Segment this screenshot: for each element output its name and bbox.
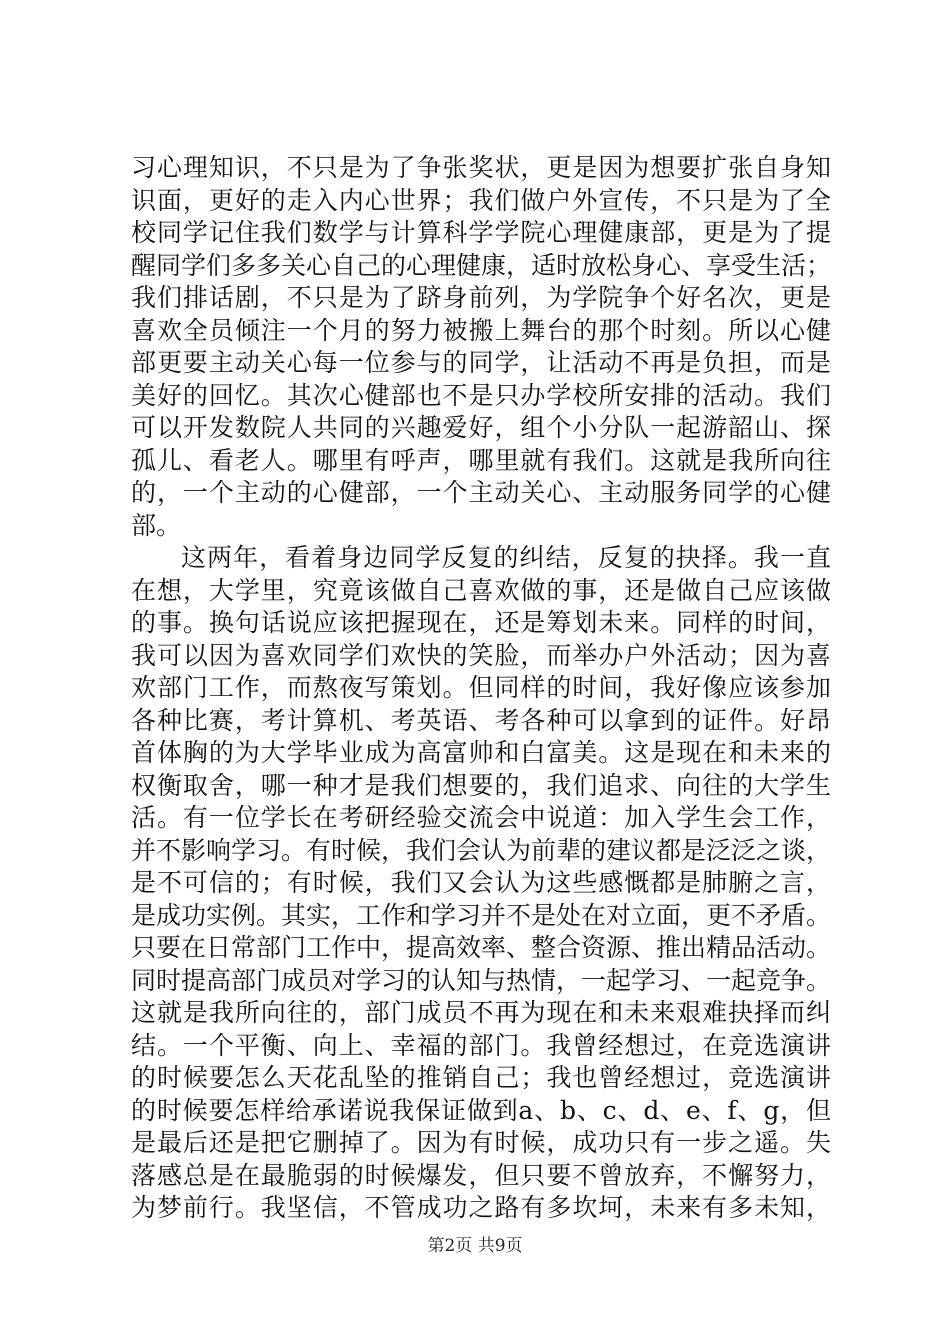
text-line: 是不可信的；有时候，我们又会认为这些感慨都是肺腑之言， bbox=[131, 868, 831, 897]
text-line: 习心理知识，不只是为了争张奖状，更是因为想要扩张自身知 bbox=[131, 153, 831, 182]
text-line: 的时候要怎么天花乱坠的推销自己；我也曾经想过，竞选演讲 bbox=[131, 1063, 831, 1092]
page-number-footer: 第2页 共9页 bbox=[427, 1236, 523, 1256]
text-line: 这就是我所向往的，部门成员不再为现在和未来艰难抉择而纠 bbox=[131, 998, 831, 1027]
text-line: 活。有一位学长在考研经验交流会中说道：加入学生会工作， bbox=[131, 803, 831, 832]
text-line: 部更要主动关心每一位参与的同学，让活动不再是负担，而是 bbox=[131, 348, 831, 377]
text-line: 喜欢全员倾注一个月的努力被搬上舞台的那个时刻。所以心健 bbox=[131, 315, 831, 345]
paragraph-start-line: 这两年，看着身边同学反复的纠结，反复的抉择。我一直 bbox=[181, 543, 831, 572]
text-line: 美好的回忆。其次心健部也不是只办学校所安排的活动。我们 bbox=[131, 380, 831, 410]
text-line: 欢部门工作，而熬夜写策划。但同样的时间，我好像应该参加 bbox=[131, 673, 831, 702]
text-line: 同时提高部门成员对学习的认知与热情，一起学习、一起竞争。 bbox=[131, 965, 832, 995]
text-line: 部。 bbox=[131, 510, 182, 540]
text-line: 权衡取舍，哪一种才是我们想要的，我们追求、向往的大学生 bbox=[131, 770, 831, 800]
text-line: 识面，更好的走入内心世界；我们做户外宣传，不只是为了全 bbox=[131, 185, 831, 215]
body-text bbox=[131, 152, 831, 1225]
text-line: 可以开发数院人共同的兴趣爱好，组个小分队一起游韶山、探 bbox=[131, 413, 831, 442]
text-line: 我们排话剧，不只是为了跻身前列，为学院争个好名次，更是 bbox=[131, 283, 831, 312]
text-line: 在想，大学里，究竟该做自己喜欢做的事，还是做自己应该做 bbox=[131, 575, 831, 605]
text-line: 我可以因为喜欢同学们欢快的笑脸，而举办户外活动；因为喜 bbox=[131, 640, 831, 670]
text-line: 的事。换句话说应该把握现在，还是筹划未来。同样的时间， bbox=[131, 608, 831, 637]
text-line: 落感总是在最脆弱的时候爆发，但只要不曾放弃，不懈努力， bbox=[131, 1160, 831, 1190]
text-line: 只要在日常部门工作中，提高效率、整合资源、推出精品活动。 bbox=[131, 933, 832, 962]
text-line: 并不影响学习。有时候，我们会认为前辈的建议都是泛泛之谈， bbox=[131, 835, 832, 865]
text-line: 醒同学们多多关心自己的心理健康，适时放松身心、享受生活； bbox=[131, 250, 832, 280]
text-line: 的时候要怎样给承诺说我保证做到a、b、c、d、e、f、g，但 bbox=[131, 1095, 831, 1125]
text-line: 校同学记住我们数学与计算科学学院心理健康部，更是为了提 bbox=[131, 218, 831, 247]
text-line: 首体胸的为大学毕业成为高富帅和白富美。这是现在和未来的 bbox=[131, 738, 831, 767]
text-line: 的，一个主动的心健部，一个主动关心、主动服务同学的心健 bbox=[131, 478, 831, 507]
text-line: 结。一个平衡、向上、幸福的部门。我曾经想过，在竞选演讲 bbox=[131, 1030, 831, 1060]
text-line: 是成功实例。其实，工作和学习并不是处在对立面，更不矛盾。 bbox=[131, 900, 832, 930]
text-line: 各种比赛，考计算机、考英语、考各种可以拿到的证件。好昂 bbox=[131, 705, 831, 735]
text-line: 为梦前行。我坚信，不管成功之路有多坎坷，未来有多未知， bbox=[131, 1193, 831, 1222]
text-line: 是最后还是把它删掉了。因为有时候，成功只有一步之遥。失 bbox=[131, 1128, 831, 1157]
text-line: 孤儿、看老人。哪里有呼声，哪里就有我们。这就是我所向往 bbox=[131, 445, 831, 475]
